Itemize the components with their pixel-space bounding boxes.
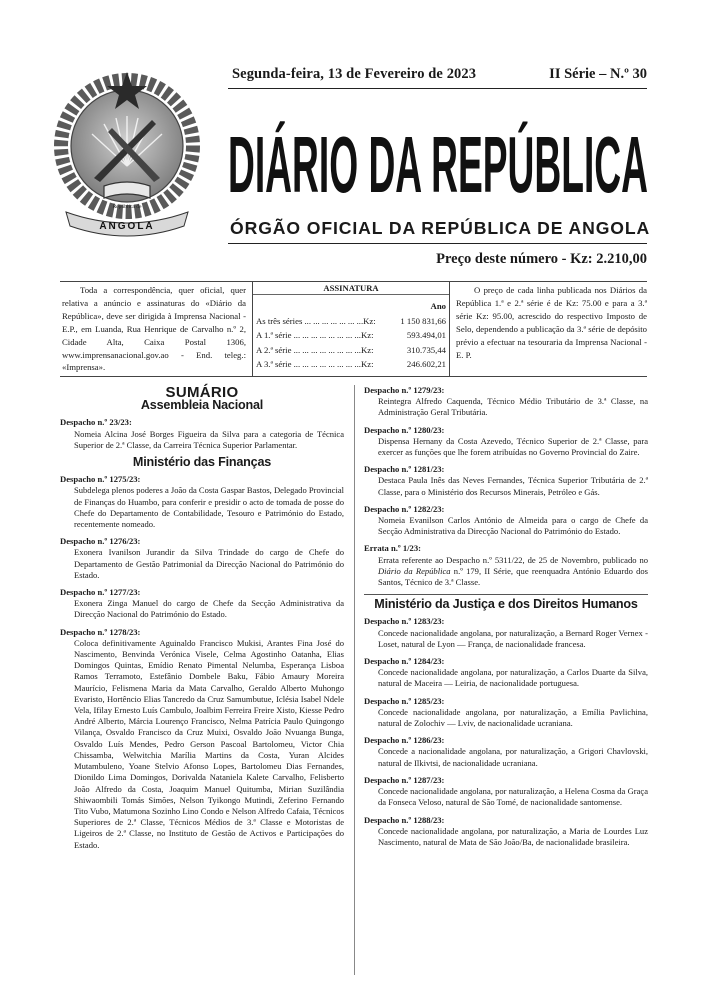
subscription-row-label: A 3.ª série ... ... ... ... ... ... ... ...Kz: bbox=[256, 359, 374, 369]
entry-body: Destaca Paula Inês das Neves Fernandes, Técnica Superior Tributária de 2.ª Classe, para o Ministério dos Recursos Minerais, Petróleo e Gás. bbox=[378, 475, 648, 497]
entry-body: Concede nacionalidade angolana, por naturalização, a Emília Pavlichina, natural de Zolochiv — Lviv, de nacionalidade ucraniana. bbox=[378, 706, 648, 729]
summary-section-heading: Assembleia Nacional bbox=[140, 398, 264, 413]
entry-body-text: n.º 179, II Série, que reenquadra António Eduardo dos Santos, Técnico de 3.ª Classe. bbox=[378, 565, 649, 588]
subscription-table bbox=[252, 282, 450, 376]
subscription-rows bbox=[256, 315, 446, 371]
entry-body: Concede nacionalidade angolana, por naturalização, a Bernard Roger Vernex - Loset, natural de Lyon — França, de nacionalidade francesa. bbox=[378, 627, 648, 649]
issue-serie: II Série – N.º 30 bbox=[549, 66, 647, 82]
summary-right-column bbox=[364, 385, 648, 854]
entry-heading: Despacho n.º 1278/23: bbox=[60, 626, 141, 637]
summary-entry bbox=[60, 627, 344, 851]
masthead-title-text: DIÁRIO DA REPÚBLICA bbox=[228, 120, 648, 202]
summary-left-column bbox=[60, 385, 344, 857]
issue-price: Preço deste número - Kz: 2.210,00 bbox=[436, 251, 647, 267]
entry-heading: Despacho n.º 1287/23: bbox=[364, 774, 445, 785]
summary-entry bbox=[364, 385, 648, 419]
subscription-row bbox=[256, 344, 446, 357]
entry-body: Nomeia Alcina José Borges Figueira da Silva para a categoria de Técnica Superior de 2.ª Classe, da Carreira Técnica Superior Parlamentar. bbox=[74, 428, 344, 450]
entry-heading: Despacho n.º 1279/23: bbox=[364, 385, 445, 395]
summary-entry bbox=[364, 504, 648, 538]
entry-body: Dispensa Hernany da Costa Azevedo, Técnico Superior de 2.ª Classe, para exercer as funções que lhe forem atribuídas no Governo Provincial do Zaire. bbox=[378, 435, 648, 458]
entry-body-text: Errata referente ao Despacho n.º 5311/22, de 25 de Novembro, publicado no bbox=[378, 554, 648, 565]
entry-heading: Despacho n.º 1286/23: bbox=[364, 735, 445, 746]
subscription-row-value: 1 150 831,66 bbox=[400, 315, 446, 326]
entry-body: Concede a nacionalidade angolana, por naturalização, a Grigori Chavlovski, natural de Ilkivtsi, de nacionalidade ucraniana. bbox=[378, 746, 648, 768]
summary-entry bbox=[364, 656, 648, 690]
entry-heading: Errata n.º 1/23: bbox=[364, 543, 422, 554]
subscription-row bbox=[256, 315, 446, 328]
price-notice: O preço de cada linha publicada nos Diários da República 1.ª e 2.ª série é de Kz: 75.00 e para a 3.ª série Kz: 95.00, acrescido do respectivo Imposto de Selo, dependendo a publicação da 3.ª série de depósito prévio a efectuar na tesouraria da Imprensa Nacional - E. P. bbox=[456, 285, 647, 360]
summary-entry bbox=[364, 696, 648, 730]
entry-body bbox=[364, 555, 648, 589]
summary-entry bbox=[60, 474, 344, 530]
entry-heading: Despacho n.º 1284/23: bbox=[364, 656, 445, 667]
subscription-row-label: As três séries ... ... ... ... ... ... ...Kz: bbox=[256, 315, 376, 326]
summary-title: SUMÁRIO bbox=[165, 384, 239, 401]
entry-body: Exonera Zinga Manuel do cargo de Chefe da Secção Administrativa da Direcção Nacional do Património do Estado. bbox=[74, 598, 344, 620]
subscription-year-label: Ano bbox=[430, 301, 446, 311]
entry-body: Concede nacionalidade angolana, por naturalização, a Maria de Lourdes Luz Nascimento, natural de Mata de São João/Ba, de nacionalidade brasileira. bbox=[378, 825, 648, 847]
summary-entry bbox=[60, 587, 344, 621]
correspondence-notice: Toda a correspondência, quer oficial, quer relativa a anúncio e assinaturas do «Diário da República», deve ser dirigida à Imprensa Nacional - E.P., em Luanda, Rua Henrique de Carvalho n.º 2, Cidade Alta, Caixa Postal 1306, www.imprensanacional.gov.ao - End. teleg.: «Imprensa». bbox=[62, 285, 246, 373]
summary-entry bbox=[60, 417, 344, 451]
entry-body-italic: Diário da República bbox=[378, 565, 451, 576]
entry-heading: Despacho n.º 1288/23: bbox=[364, 814, 445, 825]
entry-heading: Despacho n.º 1275/23: bbox=[60, 474, 141, 485]
summary-entry bbox=[364, 616, 648, 650]
subscription-row bbox=[256, 329, 446, 342]
issue-date: Segunda-feira, 13 de Fevereiro de 2023 bbox=[232, 66, 477, 82]
entry-heading: Despacho n.º 1276/23: bbox=[60, 536, 141, 547]
entry-heading: Despacho n.º 1277/23: bbox=[60, 587, 141, 598]
entry-heading: Despacho n.º 1280/23: bbox=[364, 424, 445, 435]
subscription-row bbox=[256, 358, 446, 371]
subscription-row-value: 246.602,21 bbox=[406, 359, 446, 369]
summary-entry bbox=[364, 543, 648, 588]
summary-entry bbox=[364, 425, 648, 459]
entry-heading: Despacho n.º 1283/23: bbox=[364, 616, 445, 627]
subscription-row-label: A 2.ª série ... ... ... ... ... ... ... ...Kz: bbox=[256, 344, 374, 355]
entry-body: Coloca definitivamente Aguinaldo Francisco Mukisi, Arantes Fina José do Nascimento, Benvinda Verónica Visele, Celma Agostinho Oatanha, Elias Domingos Quintas, Emídio Renato Pimental Nelumba, Esperança Lisboa Ramos Terramoto, Estefânio Dombele Baku, Fábio Amaury Moreira Maurício, Felismena Maria da Mata Carvalho, Geraldo Alberto Muhongo Evaristo, Hortêncio Elias Tancredo da Cruz Samumbutue, Iclésia Isabel Ndele Vela, Ifilay Ernesto Luís Cambulo, Joalbim Ferreira Freire Xisto, Kiesse Pedro André Alberto, Márcia Lourenço Francisco, Nelma Patrícia Paulo Quingongo Vilança, Osvaldo Francisco da Cruz Muixi, Osvaldo João Nvuanga Bunga, Osvaldo Luís Mendes, Pedro Gerson Pascoal Bartolomeu, Victor Chia Chissamba, Welwitchia Marília Martins da Costa, Yuran Alcides Mutambuleno, Yoane Stelvio Afonso Lopes, Bartolomeu Dias Fernandes, Dionildo Lima Domingos, Dorivalda Nataniela Kalete Carvalho, Felisberto João Alfredo da Costa, Joaquim Manuel Quitumba, Mirian Suzilândia Shiwaombili Tomás Simões, Nelson Tyikongo Mutindi, Zeferino Fernando Tito Vubo, Matumona Sozinho Lino Condo e Nelson Alfredo Cafaia, Técnicos Superiores de 2.ª Classe, Técnicos Médios de 3.ª Classe e Motoristas de Ligeiros de 2.ª Classe, no Instituto de Gestão de Activos e Participações do Estado. bbox=[74, 637, 344, 850]
entry-heading: Despacho n.º 23/23: bbox=[60, 417, 132, 428]
emblem-ribbon-text: República de bbox=[112, 204, 142, 210]
column-divider bbox=[354, 385, 355, 975]
masthead-subtitle: ÓRGÃO OFICIAL DA REPÚBLICA DE ANGOLA bbox=[230, 218, 651, 238]
entry-body: Concede nacionalidade angolana, por naturalização, a Helena Cosma da Graça da Fonseca Veloso, natural de São Tomé, de nacionalidade santomense. bbox=[378, 786, 648, 808]
summary-entry bbox=[364, 815, 648, 849]
entry-body: Subdelega plenos poderes a João da Costa Gaspar Bastos, Delegado Provincial de Finanças do Huambo, para conferir e presidir o acto de tomada de posse do Chefe do Departamento de Contabilidade, Tesouro e Património do Estado, recentemente nomeado. bbox=[74, 485, 344, 530]
angola-emblem-icon bbox=[52, 62, 202, 240]
entry-heading: Despacho n.º 1282/23: bbox=[364, 503, 445, 514]
emblem-angola-text: ANGOLA bbox=[99, 221, 155, 232]
subscription-title: ASSINATURA bbox=[253, 282, 449, 295]
entry-body: Nomeia Evanilson Carlos António de Almeida para o cargo de Chefe da Secção Administrativa da Direcção Nacional do Património do Estado. bbox=[378, 515, 648, 537]
summary-entry bbox=[364, 775, 648, 809]
subscription-row-value: 310.735,44 bbox=[406, 344, 446, 355]
entry-heading: Despacho n.º 1285/23: bbox=[364, 695, 445, 706]
subscription-row-label: A 1.ª série ... ... ... ... ... ... ... ...Kz: bbox=[256, 330, 374, 340]
summary-section-heading: Ministério da Justiça e dos Direitos Humanos bbox=[364, 594, 648, 610]
info-box bbox=[60, 281, 647, 377]
header-top-rule bbox=[228, 88, 647, 89]
entry-body: Concede nacionalidade angolana, por naturalização, a Carlos Duarte da Silva, natural de Maceira — Leiria, de nacionalidade portuguesa. bbox=[378, 667, 648, 689]
subscription-row-value: 593.494,01 bbox=[406, 330, 446, 340]
header-bottom-rule bbox=[228, 243, 647, 244]
summary-entry bbox=[364, 735, 648, 769]
entry-body: Reintegra Alfredo Caquenda, Técnico Médio Tributário de 3.ª Classe, na Administração Geral Tributária. bbox=[378, 396, 648, 418]
masthead-title bbox=[228, 112, 648, 202]
entry-heading: Despacho n.º 1281/23: bbox=[364, 464, 445, 475]
entry-body: Exonera Ivanilson Jurandir da Silva Trindade do cargo de Chefe do Departamento de Gestão Patrimonial da Direcção Nacional do Património do Estado. bbox=[74, 547, 344, 580]
summary-entry bbox=[364, 464, 648, 498]
summary-entry bbox=[60, 536, 344, 581]
summary-section-heading: Ministério das Finanças bbox=[132, 455, 272, 470]
